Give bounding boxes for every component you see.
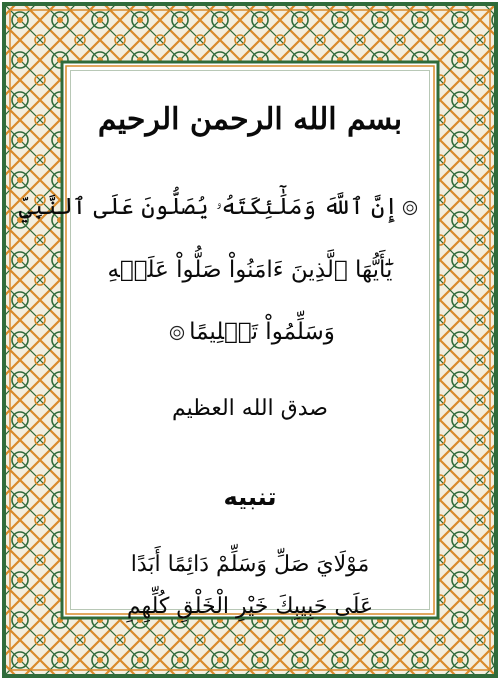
ayah-end-ornament-icon [169, 325, 185, 341]
closing-phrase: صدق الله العظيم [172, 396, 328, 421]
verse-text-1: إِنَّ ٱللَّهَ وَمَلَٰٓئِكَتَهُۥ يُصَلُّونَ عَلَى ٱلنَّبِيِّ [18, 194, 398, 220]
section-heading: تنبيه [223, 483, 277, 511]
ayah-start-ornament-icon [402, 200, 418, 216]
verse-line-2: يَٰٓأَيُّهَا ٱلَّذِينَ ءَامَنُواْ صَلُّواْ عَلَيۡهِ [107, 257, 393, 283]
basmala: بسم الله الرحمن الرحيم [97, 102, 403, 137]
verse-line-1 [18, 190, 422, 224]
poem-line-2: عَلَى حَبِيبِكَ خَيْرِ الْخَلْقِ كُلِّهِمِ [126, 594, 374, 619]
poem-line-1: مَوْلَايَ صَلِّ وَسَلِّمْ دَائِمًا أَبَدًا [130, 552, 370, 577]
verse-text-3: وَسَلِّمُواْ تَسۡلِيمًا [189, 319, 335, 345]
text-area [18, 70, 430, 619]
verse-line-3 [78, 315, 422, 349]
